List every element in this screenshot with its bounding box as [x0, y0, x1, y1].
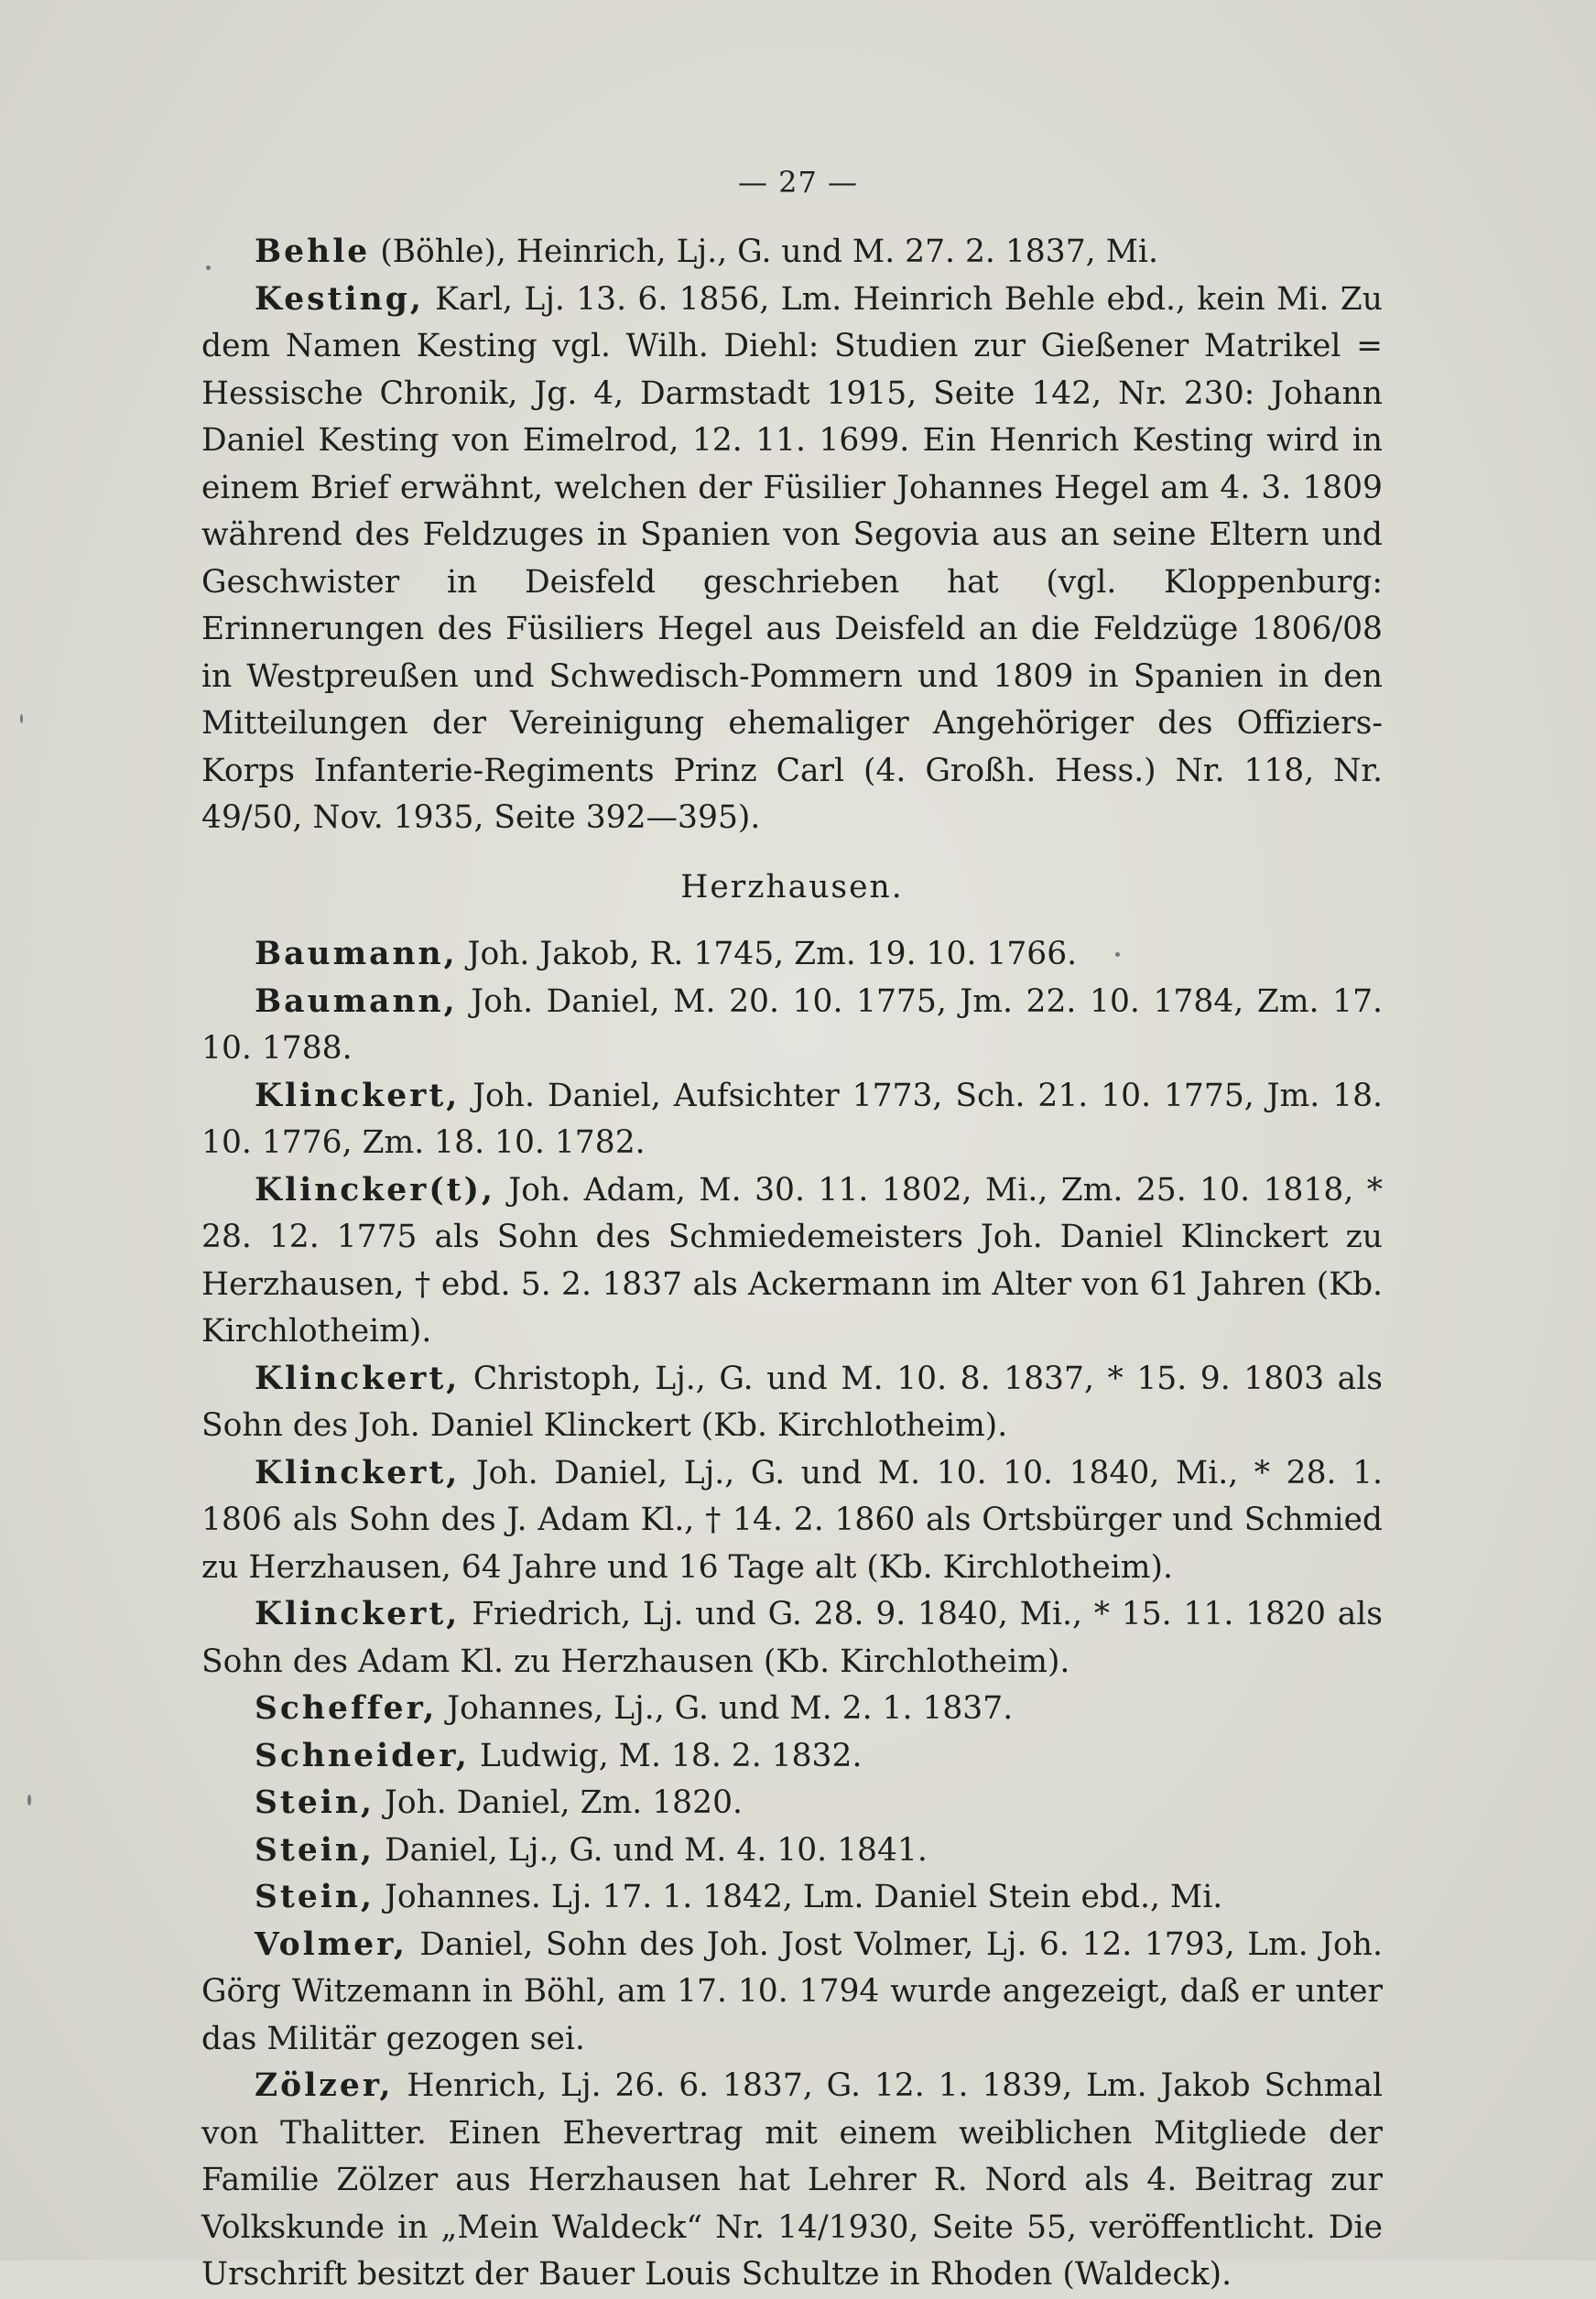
entry-name: Behle	[255, 233, 371, 270]
entry-text: Joh. Daniel, Lj., G. und M. 10. 10. 1840, Mi., * 28. 1. 1806 als Sohn des J. Adam Kl., † 14. 2. 1860 als Ortsbürger und Schmied zu Herzhausen, 64 Jahre und 16 Tage alt (Kb. Kirchlotheim).	[201, 1454, 1383, 1586]
entry-name: Kesting,	[255, 280, 424, 318]
entry-name: Klincker(t),	[255, 1171, 495, 1209]
entry-name: Klinckert,	[255, 1454, 461, 1491]
entry-text: Joh. Daniel, Aufsichter 1773, Sch. 21. 10. 1775, Jm. 18. 10. 1776, Zm. 18. 10. 1782.	[201, 1077, 1383, 1161]
paper-speck	[206, 266, 211, 270]
entry-text: Karl, Lj. 13. 6. 1856, Lm. Heinrich Behle ebd., kein Mi. Zu dem Namen Kesting vgl. Wilh. Diehl: Studien zur Gießener Matrikel = Hessische Chronik, Jg. 4, Darmstadt 1915, Seite 142, Nr. 230: Johann Daniel Kesting von Eimelrod, 12. 11. 1699. Ein Henrich Kesting wird in einem Brief erwähnt, welchen der Füsilier Johannes Hegel am 4. 3. 1809 während des Feldzuges in Spanien von Segovia aus an seine Eltern und Geschwister in Deisfeld geschrieben hat (vgl. Kloppenburg: Erinnerungen des Füsiliers Hegel aus Deisfeld an die Feldzüge 1806/08 in Westpreußen und Schwedisch-Pommern und 1809 in Spanien in den Mitteilungen der Vereinigung ehemaliger Angehöriger des Offiziers-Korps Infanterie-Regiments Prinz Carl (4. Großh. Hess.) Nr. 118, Nr. 49/50, Nov. 1935, Seite 392—395).	[201, 280, 1383, 836]
entry	[201, 1356, 1383, 1450]
entry-text: Daniel, Sohn des Joh. Jost Volmer, Lj. 6. 12. 1793, Lm. Joh. Görg Witzemann in Böhl, am 17. 10. 1794 wurde angezeigt, daß er unter das Militär gezogen sei.	[201, 1925, 1383, 2057]
entry-name: Stein,	[255, 1831, 375, 1869]
entry	[201, 1591, 1383, 1686]
entry	[201, 1450, 1383, 1592]
page-number: — 27 —	[737, 165, 859, 200]
entry-name: Schneider,	[255, 1737, 470, 1774]
entry	[201, 1827, 1383, 1875]
entry	[201, 1780, 1383, 1827]
entry-name: Klinckert,	[255, 1596, 461, 1632]
entry	[201, 931, 1383, 979]
entry	[201, 1733, 1383, 1781]
entry-text: Johannes, Lj., G. und M. 2. 1. 1837.	[437, 1690, 1014, 1727]
entry-name: Baumann,	[255, 936, 458, 972]
entry-behle	[201, 229, 1383, 277]
entry-text: Friedrich, Lj. und G. 28. 9. 1840, Mi., * 15. 11. 1820 als Sohn des Adam Kl. zu Herzhausen (Kb. Kirchlotheim).	[201, 1596, 1383, 1680]
entry-name: Zölzer,	[255, 2067, 394, 2104]
entry-text: Johannes. Lj. 17. 1. 1842, Lm. Daniel Stein ebd., Mi.	[375, 1879, 1223, 1915]
entry	[201, 1167, 1383, 1356]
entry	[201, 2063, 1383, 2299]
entry	[201, 1686, 1383, 1733]
page-body	[201, 229, 1383, 2299]
entry-text: Joh. Daniel, M. 20. 10. 1775, Jm. 22. 10. 1784, Zm. 17. 10. 1788.	[201, 982, 1383, 1067]
entry-kesting	[201, 277, 1383, 842]
paper-speck	[27, 1795, 31, 1806]
entry-name: Klinckert,	[255, 1360, 461, 1397]
entry	[201, 1922, 1383, 2064]
entry-name: Scheffer,	[255, 1690, 438, 1727]
entry	[201, 1073, 1383, 1167]
entry-text: Daniel, Lj., G. und M. 4. 10. 1841.	[375, 1831, 928, 1869]
entry-text: Joh. Daniel, Zm. 1820.	[375, 1784, 743, 1821]
paper-speck	[1115, 952, 1120, 957]
entry	[201, 1874, 1383, 1922]
section-heading: Herzhausen.	[680, 868, 904, 906]
entry-text: (Böhle), Heinrich, Lj., G. und M. 27. 2. 1837, Mi.	[370, 233, 1158, 270]
entry-name: Baumann,	[255, 982, 458, 1020]
entry-text: Christoph, Lj., G. und M. 10. 8. 1837, * 15. 9. 1803 als Sohn des Joh. Daniel Klinckert (Kb. Kirchlotheim).	[201, 1360, 1383, 1444]
entry-name: Stein,	[255, 1879, 375, 1915]
entry-name: Volmer,	[255, 1925, 407, 1963]
entry-text: Ludwig, M. 18. 2. 1832.	[469, 1737, 863, 1774]
entry-text: Henrich, Lj. 26. 6. 1837, G. 12. 1. 1839, Lm. Jakob Schmal von Thalitter. Einen Ehevertrag mit einem weiblichen Mitgliede der Familie Zölzer aus Herzhausen hat Lehrer R. Nord als 4. Beitrag zur Volkskunde in „Mein Waldeck“ Nr. 14/1930, Seite 55, veröffentlicht. Die Urschrift besitzt der Bauer Louis Schultze in Rhoden (Waldeck).	[201, 2067, 1383, 2293]
entry-name: Stein,	[255, 1784, 375, 1821]
entry-text: Joh. Adam, M. 30. 11. 1802, Mi., Zm. 25. 10. 1818, * 28. 12. 1775 als Sohn des Schmiedemeisters Joh. Daniel Klinckert zu Herzhausen, † ebd. 5. 2. 1837 als Ackermann im Alter von 61 Jahren (Kb. Kirchlotheim).	[201, 1171, 1383, 1350]
entry	[201, 979, 1383, 1073]
paper-speck	[20, 714, 23, 723]
entry-name: Klinckert,	[255, 1077, 461, 1114]
entry-text: Joh. Jakob, R. 1745, Zm. 19. 10. 1766.	[457, 936, 1078, 972]
